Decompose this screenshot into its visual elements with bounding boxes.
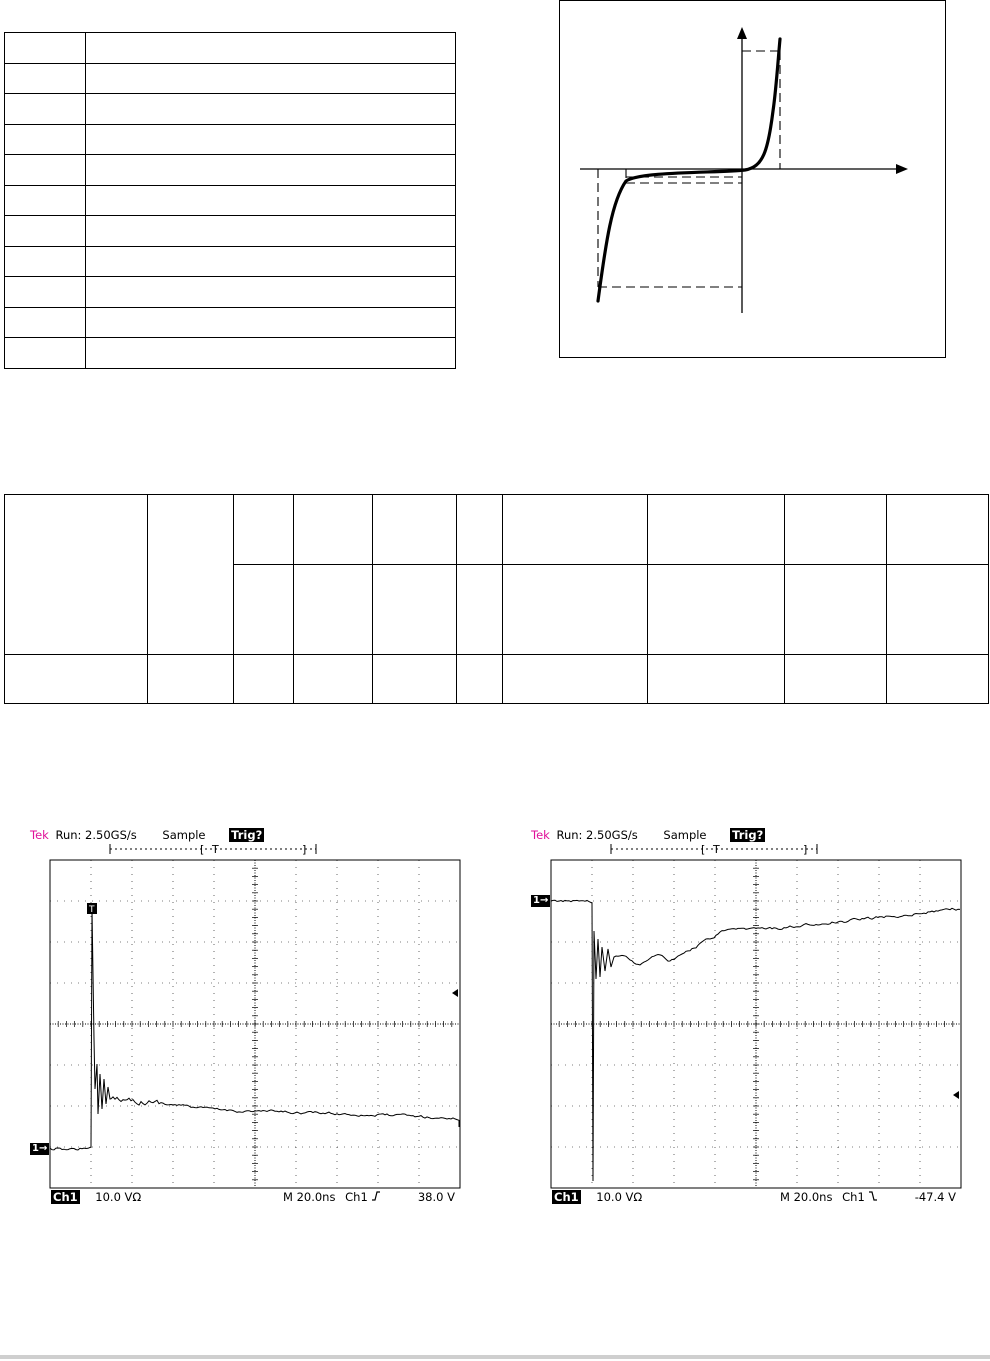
graticule [551,860,961,1188]
channel-ground-marker: 1→ [32,1143,48,1154]
timebase: M 20.0ns [780,1190,833,1204]
brand-label: Tek [30,828,49,842]
volts-per-div: 10.0 VΩ [596,1190,643,1204]
trigger-level-arrow [452,989,458,997]
table-row [5,155,456,186]
svg-text:T: T [212,843,219,855]
timebase: M 20.0ns [283,1190,336,1204]
svg-text:T: T [713,843,720,855]
iv-curve-svg [560,1,945,357]
table-row [5,246,456,277]
channel-badge: Ch1 [554,1190,579,1204]
trig-status-badge: Trig? [732,828,764,842]
scope-left-screen [49,859,461,1189]
x-axis-arrowhead [896,164,908,174]
acq-mode: Sample [663,828,707,842]
scope-left-header [30,828,264,842]
table-row [5,338,456,369]
channel-badge: Ch1 [53,1190,78,1204]
table-row [5,277,456,308]
trigger-source: Ch1 [345,1190,368,1204]
svg-text:[: [ [200,843,205,855]
table-row [5,655,989,704]
table-row [5,63,456,94]
spec-table-1 [4,32,456,369]
y-axis-arrowhead [737,27,747,39]
iv-curve [598,39,780,301]
table-row [5,124,456,155]
trigger-level-arrow [953,1091,959,1099]
scope-right-header [531,828,765,842]
table-row [5,33,456,64]
scope-right-trigger-bar [609,843,821,855]
scope-left-footer [51,1190,461,1204]
trig-status-badge: Trig? [231,828,263,842]
scope-right-footer [552,1190,962,1204]
volts-per-div: 10.0 VΩ [95,1190,142,1204]
spec-table-2 [4,494,989,704]
rising-edge-icon [371,1190,381,1202]
iv-characteristic-diagram [559,0,946,358]
svg-text:]: ] [302,843,307,855]
table-row [5,495,989,565]
trigger-level: -47.4 V [914,1190,956,1204]
table-row [5,216,456,247]
trigger-level: 38.0 V [417,1190,455,1204]
trigger-source: Ch1 [842,1190,865,1204]
acq-mode: Sample [162,828,206,842]
trigger-marker-label: T [89,905,95,915]
graticule [50,860,460,1188]
svg-text:[: [ [701,843,706,855]
falling-edge-icon [868,1190,878,1202]
scope-right-screen [550,859,962,1189]
brand-label: Tek [531,828,550,842]
channel-ground-marker: 1→ [533,895,549,906]
scope-left-trigger-bar [108,843,320,855]
svg-text:]: ] [803,843,808,855]
trigger-position-marker [87,903,97,915]
table-row [5,94,456,125]
sample-rate: Run: 2.50GS/s [556,828,638,842]
table-row [5,185,456,216]
page-bottom-rule [0,1355,990,1359]
sample-rate: Run: 2.50GS/s [55,828,137,842]
table-row [5,307,456,338]
